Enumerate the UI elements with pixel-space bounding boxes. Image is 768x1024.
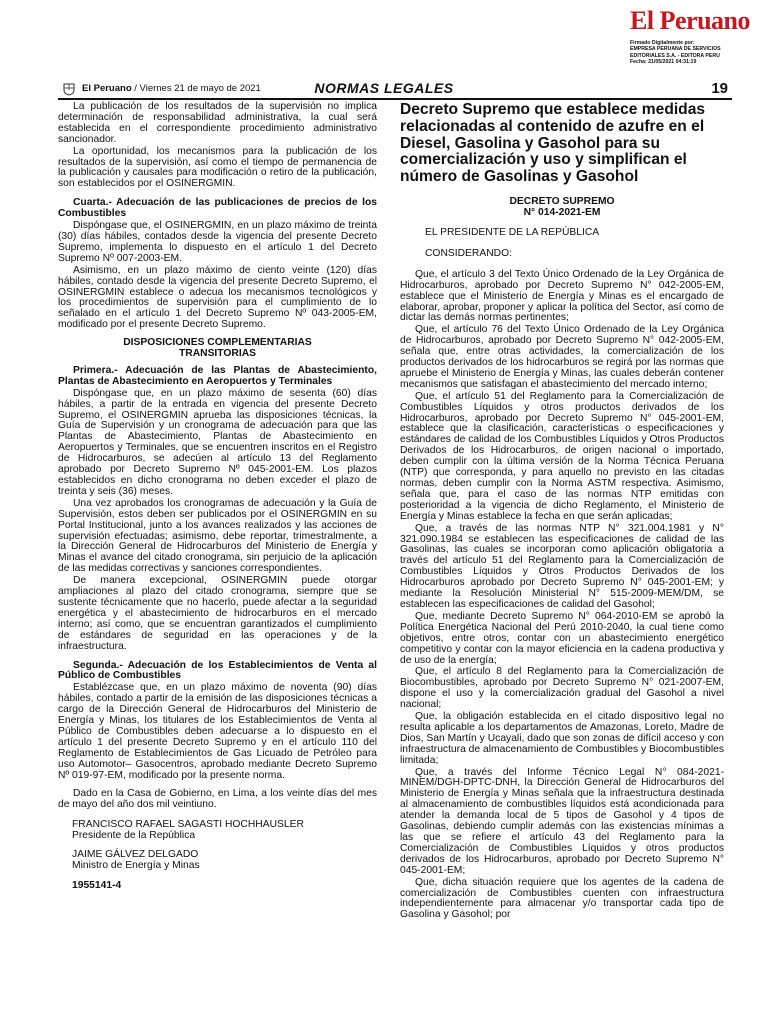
paragraph: Una vez aprobados los cronogramas de adecuación y la Guía de Supervisión, estos deben ser publicados por el OSINERGMIN en su Portal Institucional, junto a los avances realizados y las acciones de supervisión efectuadas; asimismo, debe reportar, trimestralmente, a la Dirección General de Hidrocarburos del Ministerio de Energía y Minas el avance del citado cronograma, sin perjuicio de la aplicación de las medidas correctivas y sanciones correspondientes. [58, 497, 377, 575]
paragraph: Que, mediante Decreto Supremo N° 064-2010-EM se aprobó la Política Energética Nacional del Perú 2010-2040, la cual tiene como objetivos, entre otros, contar con un abastecimiento energético competitivo y contar con la mayor eficiencia en la cadena productiva y de uso de la energía; [400, 610, 724, 666]
paragraph: La oportunidad, los mecanismos para la publicación de los resultados de la supervisión, así como el tiempo de permanencia de la publicación y causales para modificación o retiro de la publicación, son establecidos por el OSINERGMIN. [58, 145, 377, 190]
paragraph: Que, el artículo 76 del Texto Único Ordenado de la Ley Orgánica de Hidrocarburos, aprobado por Decreto Supremo N° 042-2005-EM, señala que, entre otras actividades, la comercialización de los productos derivados de los hidrocarburos se regirá por las normas que apruebe el Ministerio de Energía y Minas, las cuales deberán contener mecanismos que satisfagan el abastecimiento del mercado interno; [400, 324, 724, 390]
decree-label: DECRETO SUPREMO [509, 195, 615, 207]
right-column [400, 102, 724, 922]
header-section: NORMAS LEGALES [314, 80, 454, 96]
signatory-name: JAIME GÁLVEZ DELGADO [72, 849, 199, 861]
president-line: EL PRESIDENTE DE LA REPÚBLICA [425, 226, 600, 238]
section-title: Segunda.- Adecuación de los Establecimientos de Venta al Público de Combustibles [58, 659, 377, 682]
header-publication: El Peruano [82, 83, 132, 94]
document-code: 1955141-4 [72, 880, 122, 892]
signature-line: EDITORIALES S.A. - EDITORA PERU [630, 52, 720, 59]
signatory-name: FRANCISCO RAFAEL SAGASTI HOCHHAUSLER [72, 819, 304, 831]
paragraph: Que, a través de las normas NTP N° 321.004.1981 y N° 321.090.1984 se establecen las especificaciones de calidad de las Gasolinas, las cuales se incorporan como aplicación obligatoria a través del artículo 51 del Reglamento para la Comercialización de Combustibles Líquidos y Otros Productos Derivados de los Hidrocarburos aprobado por Decreto Supremo N° 045-2001-EM; y mediante la Resolución Ministerial N° 515-2009-MEM/DM, se establecen las especificaciones de calidad del Gasohol; [400, 522, 724, 610]
paragraph: La publicación de los resultados de la supervisión no implica determinación de responsabilidad administrativa, la cual será establecida en el correspondiente procedimiento administrativo sancionador. [58, 101, 377, 145]
signature-line: Fecha: 21/05/2021 04:31:19 [630, 59, 697, 66]
paragraph: Que, dicha situación requiere que los agentes de la cadena de comercialización de Combustibles cuenten con infraestructura independientemente para almacenar y/o transportar cada tipo de Gasolina y Gasohol; por [400, 876, 724, 921]
page-number: 19 [711, 80, 728, 97]
left-column [58, 102, 377, 892]
paragraph: Dispóngase que, en un plazo máximo de sesenta (60) días hábiles, a partir de la entrada en vigencia del presente Decreto Supremo, el OSINERGMIN aprueba las disposiciones técnicas, la Guía de Supervisión y un cronograma de adecuación para que las Plantas de Abastecimiento, Plantas de Abastecimiento en Aeropuertos y Terminales, que se encuentren inscritos en el Registro de Hidrocarburos, se adecúen al artículo 13 del Reglamento aprobado por Decreto Supremo Nº 045-2001-EM. Los plazos establecidos en dicho cronograma no deben exceder el plazo de treinta y seis (36) meses. [58, 387, 377, 497]
paragraph: Asimismo, en un plazo máximo de ciento veinte (120) días hábiles, contado desde la vigencia del presente Decreto Supremo, el OSINERGMIN establece o adecua los mecanismos tecnológicos y los procedimientos de supervisión para el cumplimiento de lo señalado en el artículo 1 del Decreto Supremo Nº 043-2005-EM, modificado por el presente Decreto Supremo. [58, 264, 377, 331]
section-title: Cuarta.- Adecuación de las publicaciones de precios de los Combustibles [58, 197, 377, 220]
paragraph: Que, la obligación establecida en el citado dispositivo legal no resulta aplicable a los departamentos de Amazonas, Loreto, Madre de Dios, San Martín y Ucayali, dado que son zonas de difícil acceso y con infraestructura de almacenamiento de Combustibles y Biocombustibles limitada; [400, 711, 724, 766]
considering-line: CONSIDERANDO: [425, 247, 512, 259]
digital-signature-stamp [630, 40, 754, 66]
decree-title: Decreto Supremo que establece medidas relacionadas al contenido de azufre en el Diesel, Gasolina y Gasohol para su comercialización y uso y simplifican el número de Gasolinas y Gasohol [400, 101, 706, 186]
paragraph: Establézcase que, en un plazo máximo de noventa (90) días hábiles, contado a partir de la emisión de las disposiciones técnicas a cargo de la Dirección General de Hidrocarburos del Ministerio de Energía y Minas, los titulares de los Establecimientos de Venta al Público de Combustibles deben adecuarse a lo dispuesto en el artículo 1 del presente Decreto Supremo y en el artículo 110 del Reglamento de Establecimientos de Gas Licuado de Petróleo para uso Automotor– Gasocentros, aprobado mediante Decreto Supremo Nº 019-97-EM, modificado por la presente norma. [58, 682, 377, 781]
closing-paragraph: Dado en la Casa de Gobierno, en Lima, a los veinte días del mes de mayo del año dos mil veintiuno. [58, 788, 377, 811]
paragraph: Dispóngase que, el OSINERGMIN, en un plazo máximo de treinta (30) días hábiles, contados desde la vigencia del presente Decreto Supremo, implementa lo dispuesto en el artículo 1 del Decreto Supremo Nº 007-2003-EM. [58, 220, 377, 264]
heading-line: TRANSITORIAS [178, 348, 257, 360]
signatory-role: Presidente de la República [72, 830, 196, 842]
paragraph: De manera excepcional, OSINERGMIN puede otorgar ampliaciones al plazo del citado cronograma, siempre que se sustente técnicamente que no hacerlo, puede afectar a la seguridad energética y el abastecimiento de hidrocarburos en el mercado interno; así como, que se encuentran garantizados el cumplimiento de estándares de seguridad en las operaciones y de la infraestructura. [58, 575, 377, 652]
signature-line: Firmado Digitalmente por: [630, 40, 695, 46]
heading-line: DISPOSICIONES COMPLEMENTARIAS [123, 337, 312, 349]
decree-number [400, 196, 724, 218]
section-heading [58, 338, 377, 360]
signature-block [72, 819, 377, 871]
header-date: / Viernes 21 de mayo de 2021 [131, 83, 261, 94]
signature-line: EMPRESA PERUANA DE SERVICIOS [630, 46, 721, 53]
paragraph: Que, el artículo 51 del Reglamento para la Comercialización de Combustibles Líquidos y otros productos derivados de los Hidrocarburos, aprobado por Decreto Supremo N° 045-2001-EM, establece que la clasificación, características o especificaciones y estándares de calidad de los Combustibles Líquidos y Otros Productos Derivados de los Hidrocarburos, de origen nacional o importado, deben cumplir con la última versión de la Norma Técnica Peruana (NTP) que corresponda, y para aquello no previsto en las citadas normas, deben cumplir con la Norma ASTM respectiva. Asimismo, señala que, para el caso de las normas NTP emitidas con posterioridad a la vigencia de dicho Reglamento, el Ministerio de Energía y Minas establece la fecha en que serán aplicadas; [400, 390, 724, 522]
paragraph: Que, el artículo 8 del Reglamento para la Comercialización de Biocombustibles, aprobado por Decreto Supremo N° 021-2007-EM, dispone el uso y la comercialización gradual del Gasohol a nivel nacional; [400, 666, 724, 711]
decree-code: N° 014-2021-EM [523, 206, 601, 218]
paragraph: Que, a través del Informe Técnico Legal N° 084-2021-MINEM/DGH-DPTC-DNH, la Dirección General de Hidrocarburos del Ministerio de Energía y Minas señala que la infraestructura destinada al almacenamiento de combustibles líquidos está acondicionada para atender la demanda local de 5 tipos de Gasohol y 4 tipos de Gasolinas, debiendo cumplir además con las existencias mínimas a las que se refiere el artículo 43 del Reglamento para la Comercialización de Combustibles Líquidos y otros productos derivados de los Hidrocarburos, aprobado por Decreto Supremo N° 045-2001-EM; [400, 766, 724, 876]
el-peruano-logo: El Peruano [630, 6, 750, 35]
signatory-role: Ministro de Energía y Minas [72, 860, 200, 872]
section-title: Primera.- Adecuación de las Plantas de Abastecimiento, Plantas de Abastecimiento en Aeropuertos y Terminales [58, 364, 377, 387]
paragraph: Que, el artículo 3 del Texto Único Ordenado de la Ley Orgánica de Hidrocarburos, aprobado por Decreto Supremo N° 042-2005-EM, establece que el Ministerio de Energía y Minas es el encargado de elaborar, aprobar, proponer y aplicar la política del Sector, así como de dictar las demás normas pertinentes; [400, 268, 724, 324]
